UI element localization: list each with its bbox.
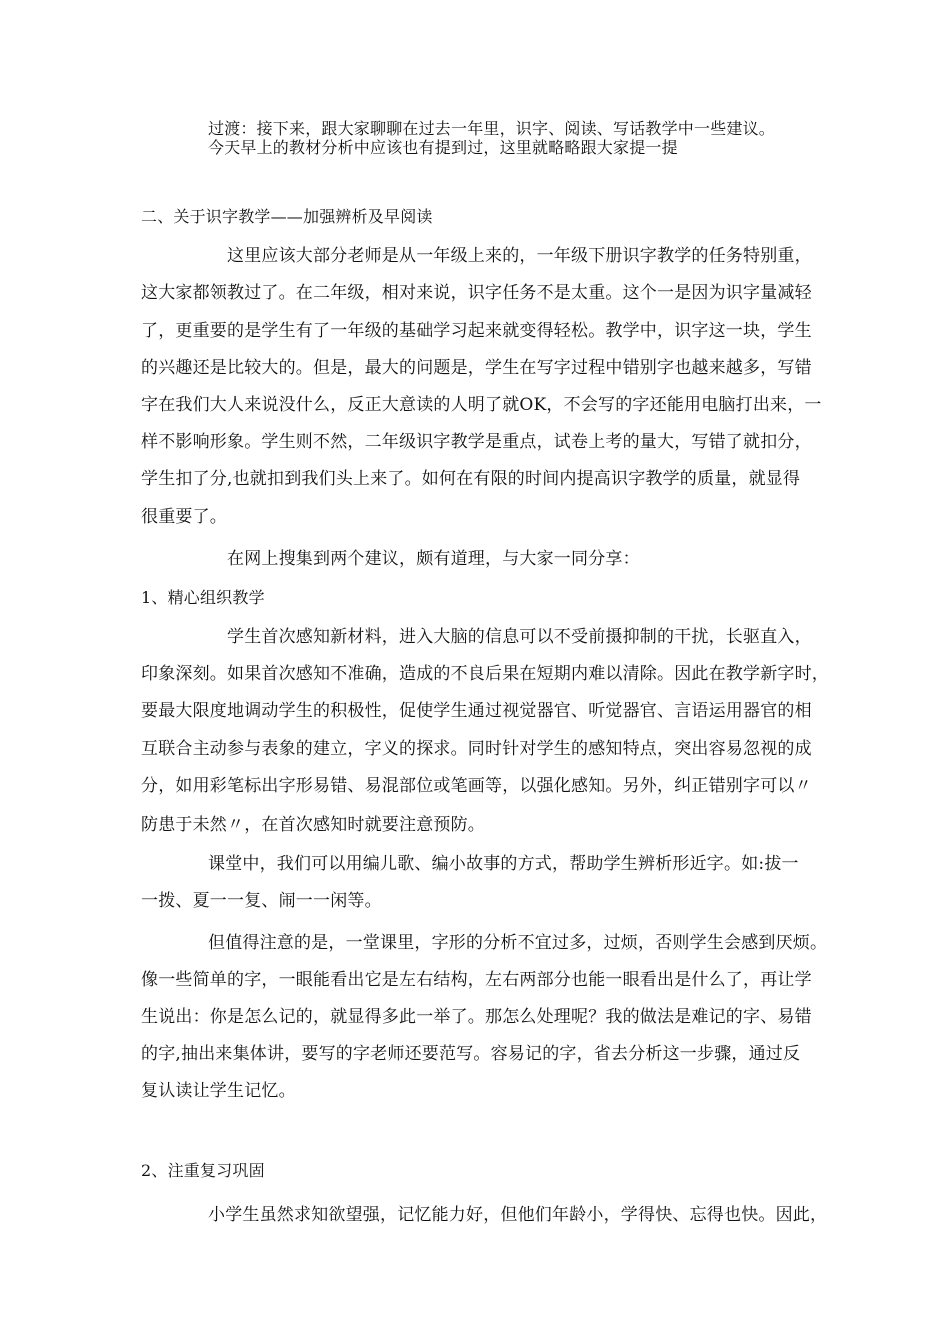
subsection-heading: 2、注重复习巩固 bbox=[141, 1161, 265, 1180]
paragraph-line: 学生首次感知新材料，进入大脑的信息可以不受前摄抑制的干扰，长驱直入， bbox=[227, 627, 812, 647]
intro-line-2: 今天早上的教材分析中应该也有提到过，这里就略略跟大家提一提 bbox=[208, 138, 678, 157]
paragraph-line: 像一些简单的字，一眼能看出它是左右结构，左右两部分也能一眼看出是什么了，再让学 bbox=[141, 970, 812, 990]
paragraph-line: 的字,抽出来集体讲，要写的字老师还要范写。容易记的字，省去分析这一步骤，通过反 bbox=[141, 1044, 801, 1064]
paragraph-line: 课堂中，我们可以用编儿歌、编小故事的方式，帮助学生辨析形近字。如:拔一 bbox=[208, 854, 799, 874]
intro-line-1: 过渡：接下来，跟大家聊聊在过去一年里，识字、阅读、写话教学中一些建议。 bbox=[208, 119, 776, 138]
paragraph-line: 小学生虽然求知欲望强，记忆能力好，但他们年龄小，学得快、忘得也快。因此， bbox=[208, 1205, 828, 1225]
paragraph-line: 印象深刻。如果首次感知不准确，造成的不良后果在短期内难以清除。因此在教学新字时， bbox=[141, 664, 829, 684]
paragraph-line: 字在我们大人来说没什么，反正大意读的人明了就OK，不会写的字还能用电脑打出来，一 bbox=[141, 395, 822, 415]
paragraph-line: 的兴趣还是比较大的。但是，最大的问题是，学生在写字过程中错别字也越来越多，写错 bbox=[141, 358, 812, 378]
paragraph-line: 在网上搜集到两个建议，颇有道理，与大家一同分享： bbox=[227, 549, 640, 569]
paragraph-line: 这大家都领教过了。在二年级，相对来说，识字任务不是太重。这个一是因为识字量减轻 bbox=[141, 283, 812, 303]
paragraph-line: 样不影响形象。学生则不然，二年级识字教学是重点，试卷上考的量大，写错了就扣分， bbox=[141, 432, 812, 452]
section-heading: 二、关于识字教学——加强辨析及早阅读 bbox=[141, 207, 433, 226]
paragraph-line: 很重要了。 bbox=[141, 507, 227, 527]
paragraph-line: 但值得注意的是，一堂课里，字形的分析不宜过多，过烦，否则学生会感到厌烦。 bbox=[208, 933, 828, 953]
paragraph-line: 了，更重要的是学生有了一年级的基础学习起来就变得轻松。教学中，识字这一块，学生 bbox=[141, 321, 812, 341]
paragraph-line: 复认读让学生记忆。 bbox=[141, 1081, 296, 1101]
paragraph-line: 这里应该大部分老师是从一年级上来的，一年级下册识字教学的任务特别重， bbox=[227, 246, 812, 266]
paragraph-line: 一拨、夏一一复、闹一一闲等。 bbox=[141, 891, 382, 911]
paragraph-line: 生说出：你是怎么记的，就显得多此一举了。那怎么处理呢？我的做法是难记的字、易错 bbox=[141, 1007, 812, 1027]
subsection-heading: 1、精心组织教学 bbox=[141, 588, 265, 607]
paragraph-line: 防患于未然〃，在首次感知时就要注意预防。 bbox=[141, 815, 485, 835]
paragraph-line: 分，如用彩笔标出字形易错、易混部位或笔画等，以强化感知。另外，纠正错别字可以〃 bbox=[141, 776, 812, 796]
paragraph-line: 互联合主动参与表象的建立，字义的探求。同时针对学生的感知特点，突出容易忽视的成 bbox=[141, 739, 812, 759]
paragraph-line: 学生扣了分,也就扣到我们头上来了。如何在有限的时间内提高识字教学的质量，就显得 bbox=[141, 469, 801, 489]
paragraph-line: 要最大限度地调动学生的积极性，促使学生通过视觉器官、听觉器官、言语运用器官的相 bbox=[141, 701, 812, 721]
